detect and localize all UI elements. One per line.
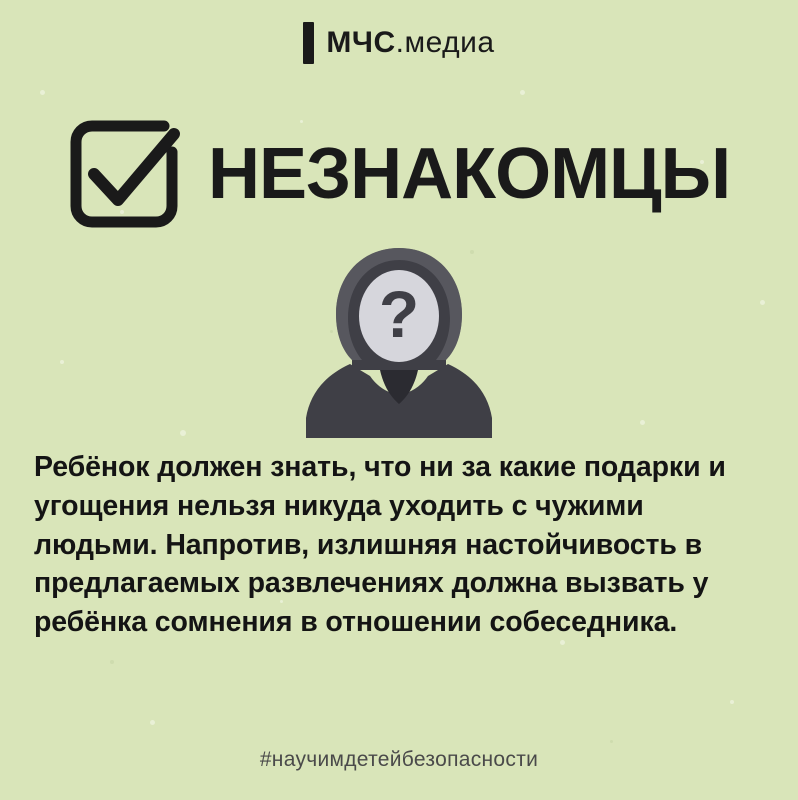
brand-name-bold: МЧС: [326, 26, 396, 59]
title-row: [62, 112, 758, 236]
brand-name: [326, 26, 494, 60]
checkbox-check-icon: [62, 112, 186, 236]
brand-name-light: .медиа: [395, 26, 495, 59]
brand-header: [0, 22, 798, 64]
page-title: НЕЗНАКОМЦЫ: [208, 134, 731, 214]
body-text: Ребёнок должен знать, что ни за какие подарки и угощения нельзя никуда уходить с чужими людьми. Напротив, излишняя настойчивость в предлагаемых развлечениях должна вызвать у ребёнка сомнения в отношении собеседника.: [34, 451, 726, 638]
footer-hashtag: #научимдетейбезопасности: [259, 748, 539, 771]
vertical-bar-icon: [303, 22, 314, 64]
hooded-stranger-question-mark-icon: [284, 242, 514, 442]
question-mark-glyph: ?: [378, 277, 420, 351]
